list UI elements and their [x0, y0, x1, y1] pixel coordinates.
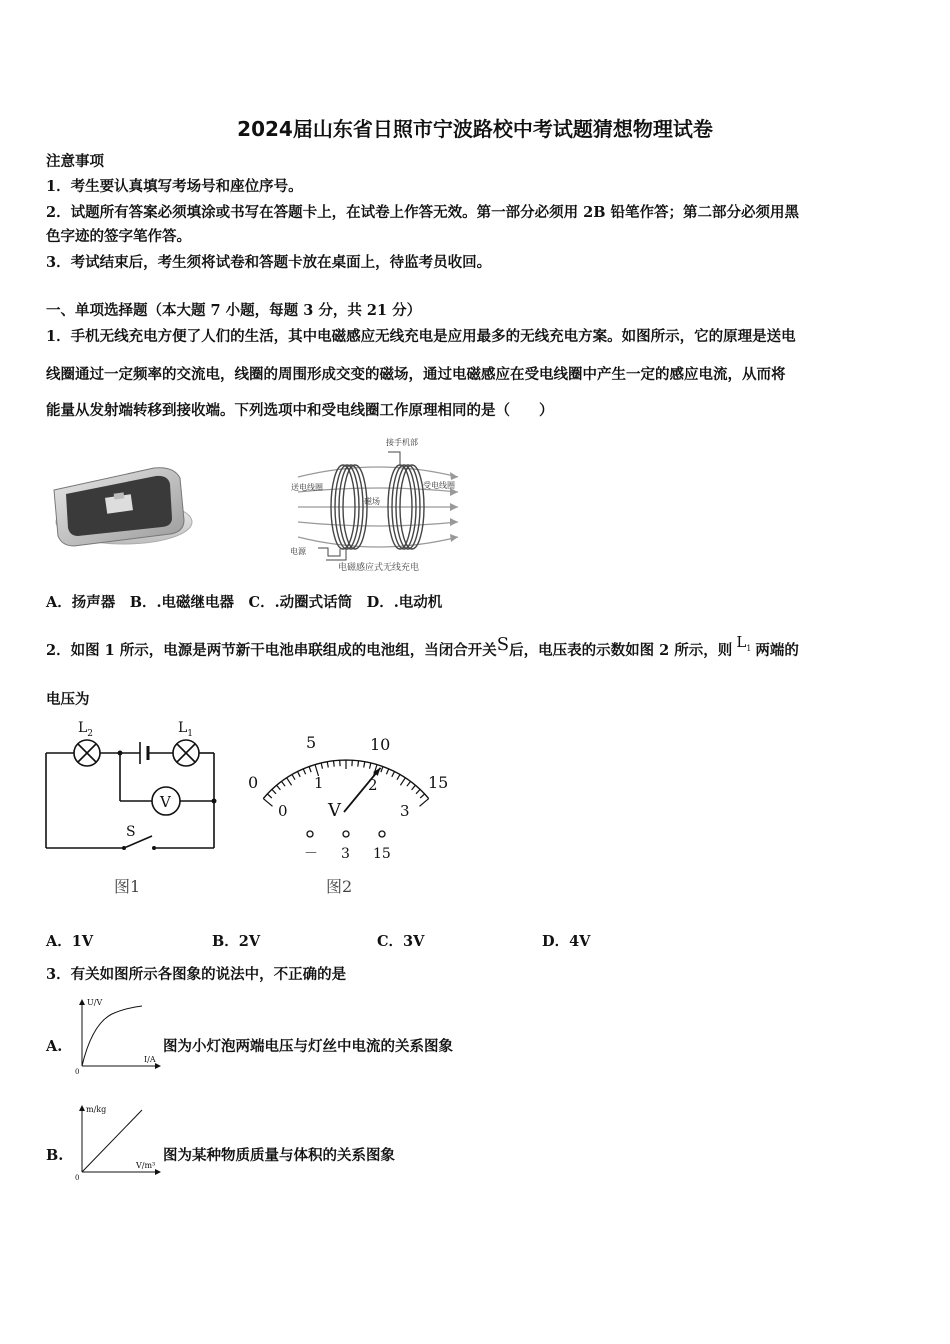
- receiver-label: 接手机部: [386, 438, 418, 447]
- upper-scale-0: 0: [248, 773, 259, 792]
- switch-symbol: S: [496, 634, 510, 655]
- graph-a: [70, 996, 162, 1076]
- graph-a-origin: 0: [75, 1068, 80, 1076]
- circuit-diagram: [40, 712, 230, 902]
- upper-scale-15: 15: [428, 773, 449, 792]
- q2-option-c: C．3V: [377, 933, 425, 950]
- q2-line: 电压为: [46, 691, 90, 708]
- graph-b-xlabel: V/m³: [136, 1161, 156, 1170]
- dial-tick: [358, 761, 359, 767]
- page-title: 2024届山东省日照市宁波路校中考试题猜想物理试卷: [237, 117, 713, 141]
- q2-text: 2．如图 1 所示，电源是两节新干电池串联组成的电池组，当闭合开关: [46, 642, 497, 659]
- l1-symbol: $L_1$: [736, 633, 752, 653]
- dial-tick: [412, 785, 416, 790]
- q3-a-text: 图为小灯泡两端电压与灯丝中电流的关系图象: [163, 1038, 453, 1055]
- dial-tick: [381, 767, 383, 773]
- dial-tick: [364, 762, 365, 768]
- power-label: 电源: [290, 547, 306, 556]
- dial-tick: [292, 775, 295, 780]
- dial-tick: [327, 762, 328, 768]
- dial-tick: [416, 789, 420, 793]
- terminal-3: [343, 831, 349, 837]
- q3-a-letter: A.: [46, 1038, 63, 1055]
- q1-line: 线圈通过一定频率的交流电，线圈的周围形成交变的磁场，通过电磁感应在受电线圈中产生一定的感应电流，从而将: [46, 366, 786, 383]
- notice-item: 3．考试结束后，考生须将试卷和答题卡放在桌面上，待监考员收回。: [46, 254, 492, 271]
- dial-tick: [334, 761, 335, 767]
- upper-scale-5: 5: [306, 733, 317, 752]
- dial-tick: [407, 781, 411, 786]
- q2-text: 后，电压表的示数如图 2 所示，则: [509, 642, 733, 659]
- graph-b: [70, 1100, 162, 1182]
- field-label: 磁场: [364, 497, 380, 506]
- lower-scale-0: 0: [278, 802, 288, 820]
- graph-a-xlabel: I/A: [144, 1055, 156, 1064]
- dial-tick: [263, 799, 272, 807]
- q3-b-letter: B.: [46, 1147, 64, 1164]
- q2-text: 两端的: [755, 642, 799, 659]
- figure1-caption: 图1: [114, 877, 141, 896]
- voltmeter-dial: [240, 728, 460, 900]
- l2-label: $L_2$: [78, 720, 94, 739]
- q2-option-b: B．2V: [212, 933, 261, 950]
- notice-heading: 注意事项: [46, 153, 104, 170]
- dial-tick: [397, 775, 400, 780]
- lower-scale-1: 1: [314, 774, 324, 792]
- terminal-15: [379, 831, 385, 837]
- receive-coil-label: 受电线圈: [423, 481, 455, 490]
- terminal-label: 3: [341, 846, 350, 862]
- graph-a-ylabel: U/V: [87, 998, 103, 1007]
- dial-tick: [321, 763, 322, 769]
- upper-scale-10: 10: [370, 735, 391, 754]
- dial-tick: [309, 767, 311, 773]
- graph-b-ylabel: m/kg: [86, 1105, 107, 1114]
- switch-label: S: [126, 824, 136, 840]
- dial-tick: [420, 799, 429, 807]
- q2-option-d: D．4V: [542, 933, 591, 950]
- q2-option-a: A．1V: [46, 933, 94, 950]
- q3-stem: 3．有关如图所示各图象的说法中，不正确的是: [46, 966, 347, 983]
- dial-tick: [272, 789, 276, 793]
- figure2-caption: 图2: [326, 877, 353, 896]
- dial-tick: [267, 794, 271, 798]
- terminal-label: 15: [373, 846, 391, 862]
- dial-tick: [298, 772, 301, 777]
- dial-tick: [370, 763, 371, 769]
- lower-scale-2: 2: [368, 776, 378, 794]
- voltmeter-label: V: [160, 793, 171, 811]
- dial-tick: [420, 794, 424, 798]
- q3-b-text: 图为某种物质质量与体积的关系图象: [163, 1147, 395, 1164]
- terminal-minus: [307, 831, 313, 837]
- notice-item: 色字迹的签字笔作答。: [46, 228, 191, 245]
- figure-caption: 电磁感应式无线充电: [338, 563, 420, 573]
- dial-tick: [303, 769, 305, 775]
- dial-tick: [277, 785, 281, 790]
- unit-label: V: [328, 800, 341, 821]
- lower-scale-3: 3: [400, 802, 410, 820]
- notice-item: 1．考生要认真填写考场号和座位序号。: [46, 178, 303, 195]
- q1-line: 能量从发射端转移到接收端。下列选项中和受电线圈工作原理相同的是（ ）: [46, 402, 554, 419]
- section-heading: 一、单项选择题（本大题 7 小题，每题 3 分，共 21 分）: [46, 302, 422, 319]
- dial-tick: [392, 772, 395, 777]
- dial-tick: [282, 781, 286, 786]
- q1-options: A．扬声器 B．.电磁继电器 C．.动圈式话筒 D．.电动机: [46, 594, 443, 611]
- send-coil-label: 送电线圈: [291, 483, 323, 492]
- q2-line: [46, 633, 799, 667]
- phone-charger-image: [44, 460, 194, 550]
- dial-tick: [386, 769, 388, 775]
- dial-tick: [400, 778, 405, 786]
- q1-line: 1．手机无线充电方便了人们的生活，其中电磁感应无线充电是应用最多的无线充电方案。如图所示，它的原理是送电: [46, 328, 796, 345]
- graph-b-origin: 0: [75, 1174, 80, 1182]
- dial-tick: [287, 778, 292, 786]
- notice-item: 2．试题所有答案必须填涂或书写在答题卡上，在试卷上作答无效。第一部分必须用 2B 铅笔作答；第二部分必须用黑: [46, 204, 800, 221]
- terminal-label: －: [304, 846, 318, 862]
- coils-diagram: [288, 432, 468, 577]
- l1-label: $L_1$: [178, 720, 194, 739]
